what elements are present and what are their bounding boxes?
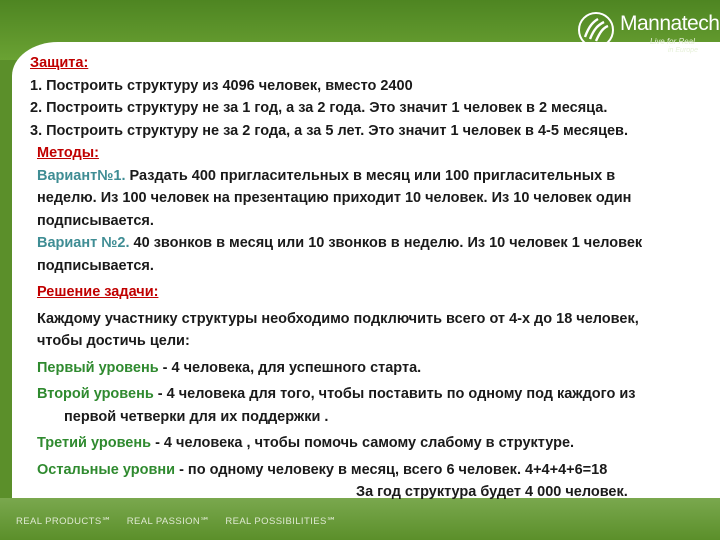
footer-slogan-3: REAL POSSIBILITIES℠ xyxy=(225,516,337,527)
variant2-text: 40 звонков в месяц или 10 звонков в неделю. Из 10 человек 1 человек xyxy=(129,235,643,251)
brand-name: Mannatech xyxy=(620,12,720,35)
mannatech-logo-icon xyxy=(576,10,616,50)
slide-text xyxy=(30,52,710,504)
conclusion: За год структура будет 4 000 человек. xyxy=(356,484,628,500)
footer-slogans xyxy=(16,516,349,527)
solution-line-2: чтобы достичь цели: xyxy=(37,333,190,349)
solution-title: Решение задачи: xyxy=(37,284,159,300)
variant1-line-3: подписывается. xyxy=(37,212,154,229)
defense-item-3: 3. Построить структуру не за 2 года, а за 5 лет. Это значит 1 человек в 4-5 месяцев. xyxy=(30,122,628,139)
level1-text: - 4 человека, для успешного старта. xyxy=(158,359,422,376)
variant1-line-2: неделю. Из 100 человек на презентацию приходит 10 человек. Из 10 человек один xyxy=(37,190,632,206)
brand-logo xyxy=(576,8,720,56)
solution-line-1: Каждому участнику структуры необходимо подключить всего от 4-х до 18 человек, xyxy=(37,310,639,327)
level1-label: Первый уровень xyxy=(37,359,159,376)
variant2-label: Вариант №2. xyxy=(37,235,130,251)
level3-label: Третий уровень xyxy=(37,435,152,451)
brand-region: in Europe xyxy=(668,47,698,54)
variant1-label: Вариант№1. xyxy=(37,167,126,184)
footer-slogan-2: REAL PASSION℠ xyxy=(126,516,211,527)
level2-text: - 4 человека для того, чтобы поставить по одному под каждого из xyxy=(153,386,636,402)
level-rest-label: Остальные уровни xyxy=(37,461,176,478)
level2-label: Второй уровень xyxy=(37,386,154,402)
footer-slogan-1: REAL PRODUCTS℠ xyxy=(16,516,112,527)
defense-item-2: 2. Построить структуру не за 1 год, а за 2 года. Это значит 1 человек в 2 месяца. xyxy=(30,100,608,116)
methods-title: Методы: xyxy=(37,145,99,161)
variant2-line-2: подписывается. xyxy=(37,257,154,274)
level3-text: - 4 человека , чтобы помочь самому слабому в структуре. xyxy=(151,435,575,451)
level-rest-text: - по одному человеку в месяц, всего 6 человек. 4+4+4+6=18 xyxy=(175,461,608,478)
defense-item-1: 1. Построить структуру из 4096 человек, вместо 2400 xyxy=(30,77,413,94)
variant1-text: Раздать 400 пригласительных в месяц или 100 пригласительных в xyxy=(125,167,616,184)
brand-tagline: Live for Real xyxy=(650,37,695,46)
level2-text-2: первой четверки для их поддержки . xyxy=(64,408,329,425)
defense-title: Защита: xyxy=(30,55,89,71)
